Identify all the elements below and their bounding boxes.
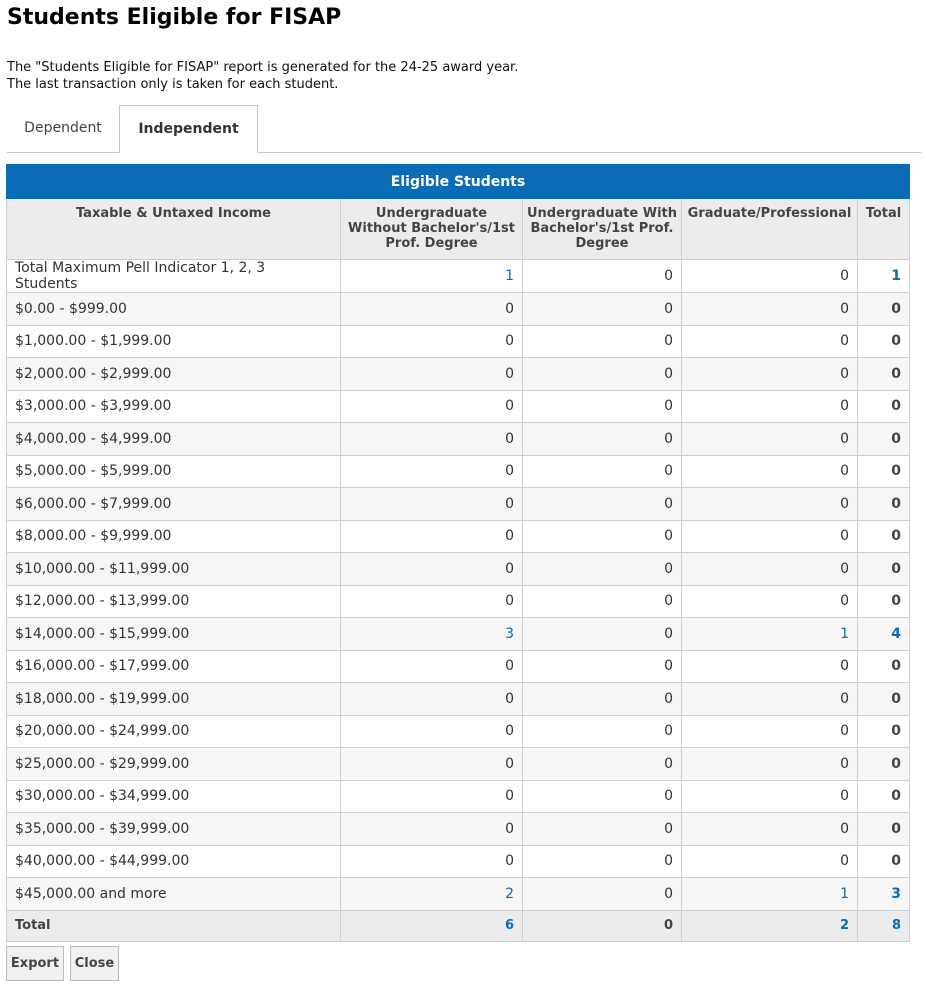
cell-ug-without: 0 xyxy=(341,748,523,781)
table-banner: Eligible Students xyxy=(7,165,910,199)
totals-ug-with: 0 xyxy=(523,910,682,941)
tab-independent[interactable]: Independent xyxy=(119,105,258,153)
cell-graduate: 0 xyxy=(682,845,858,878)
row-income-label: $6,000.00 - $7,999.00 xyxy=(7,488,341,521)
cell-ug-with: 0 xyxy=(523,813,682,846)
cell-total: 0 xyxy=(858,585,910,618)
row-income-label: $12,000.00 - $13,999.00 xyxy=(7,585,341,618)
cell-graduate: 0 xyxy=(682,260,858,293)
cell-ug-without: 0 xyxy=(341,813,523,846)
cell-ug-with: 0 xyxy=(523,715,682,748)
cell-ug-with: 0 xyxy=(523,260,682,293)
row-income-label: $35,000.00 - $39,999.00 xyxy=(7,813,341,846)
cell-total[interactable]: 3 xyxy=(858,878,910,911)
row-income-label: $4,000.00 - $4,999.00 xyxy=(7,423,341,456)
cell-ug-with: 0 xyxy=(523,618,682,651)
table-row xyxy=(7,358,910,391)
table-row xyxy=(7,748,910,781)
export-button[interactable]: Export xyxy=(6,946,64,981)
table-row xyxy=(7,455,910,488)
table-row xyxy=(7,715,910,748)
cell-ug-with: 0 xyxy=(523,585,682,618)
table-row xyxy=(7,845,910,878)
table-row xyxy=(7,325,910,358)
cell-ug-with: 0 xyxy=(523,358,682,391)
row-income-label: $0.00 - $999.00 xyxy=(7,293,341,326)
cell-ug-with: 0 xyxy=(523,683,682,716)
cell-ug-without: 0 xyxy=(341,715,523,748)
row-income-label: $1,000.00 - $1,999.00 xyxy=(7,325,341,358)
table-row xyxy=(7,520,910,553)
row-income-label: $3,000.00 - $3,999.00 xyxy=(7,390,341,423)
cell-ug-with: 0 xyxy=(523,390,682,423)
cell-ug-without: 0 xyxy=(341,650,523,683)
cell-ug-without[interactable]: 2 xyxy=(341,878,523,911)
cell-graduate[interactable]: 1 xyxy=(682,618,858,651)
cell-total: 0 xyxy=(858,650,910,683)
cell-ug-without: 0 xyxy=(341,488,523,521)
cell-graduate: 0 xyxy=(682,390,858,423)
cell-ug-without: 0 xyxy=(341,845,523,878)
col-header-total: Total xyxy=(858,199,910,260)
col-header-graduate: Graduate/Professional xyxy=(682,199,858,260)
row-income-label: $25,000.00 - $29,999.00 xyxy=(7,748,341,781)
table-row xyxy=(7,650,910,683)
cell-ug-without: 0 xyxy=(341,293,523,326)
cell-ug-with: 0 xyxy=(523,878,682,911)
row-income-label: $20,000.00 - $24,999.00 xyxy=(7,715,341,748)
cell-graduate: 0 xyxy=(682,520,858,553)
cell-total: 0 xyxy=(858,520,910,553)
table-row xyxy=(7,780,910,813)
table-row xyxy=(7,488,910,521)
cell-total: 0 xyxy=(858,553,910,586)
row-income-label: $18,000.00 - $19,999.00 xyxy=(7,683,341,716)
table-row xyxy=(7,878,910,911)
cell-total: 0 xyxy=(858,683,910,716)
cell-graduate: 0 xyxy=(682,683,858,716)
table-row xyxy=(7,293,910,326)
cell-ug-with: 0 xyxy=(523,488,682,521)
row-income-label: $40,000.00 - $44,999.00 xyxy=(7,845,341,878)
cell-ug-with: 0 xyxy=(523,423,682,456)
cell-total: 0 xyxy=(858,748,910,781)
report-description xyxy=(7,59,518,93)
intro-line-1: The "Students Eligible for FISAP" report is generated for the 24-25 award year. xyxy=(7,60,519,75)
cell-ug-without: 0 xyxy=(341,585,523,618)
table-row xyxy=(7,423,910,456)
col-header-income: Taxable & Untaxed Income xyxy=(7,199,341,260)
cell-ug-without: 0 xyxy=(341,455,523,488)
page-title: Students Eligible for FISAP xyxy=(7,5,342,30)
cell-graduate: 0 xyxy=(682,325,858,358)
cell-total: 0 xyxy=(858,423,910,456)
col-header-ug-without: Undergraduate Without Bachelor's/1st Prof. Degree xyxy=(341,199,523,260)
cell-ug-without: 0 xyxy=(341,553,523,586)
cell-graduate: 0 xyxy=(682,650,858,683)
cell-total: 0 xyxy=(858,488,910,521)
cell-graduate: 0 xyxy=(682,358,858,391)
cell-total: 0 xyxy=(858,390,910,423)
table-row xyxy=(7,683,910,716)
table-row xyxy=(7,813,910,846)
cell-ug-with: 0 xyxy=(523,293,682,326)
cell-graduate[interactable]: 1 xyxy=(682,878,858,911)
col-header-ug-with: Undergraduate With Bachelor's/1st Prof. Degree xyxy=(523,199,682,260)
row-income-label: Total Maximum Pell Indicator 1, 2, 3 Students xyxy=(7,260,341,293)
cell-total: 0 xyxy=(858,325,910,358)
cell-ug-without: 0 xyxy=(341,683,523,716)
cell-graduate: 0 xyxy=(682,553,858,586)
close-button[interactable]: Close xyxy=(70,946,119,981)
table-row xyxy=(7,585,910,618)
cell-total: 0 xyxy=(858,358,910,391)
cell-ug-without: 0 xyxy=(341,358,523,391)
table-row xyxy=(7,553,910,586)
cell-ug-with: 0 xyxy=(523,325,682,358)
cell-ug-with: 0 xyxy=(523,748,682,781)
cell-graduate: 0 xyxy=(682,293,858,326)
cell-graduate: 0 xyxy=(682,715,858,748)
cell-ug-with: 0 xyxy=(523,650,682,683)
cell-ug-with: 0 xyxy=(523,845,682,878)
row-income-label: $8,000.00 - $9,999.00 xyxy=(7,520,341,553)
totals-total[interactable]: 8 xyxy=(858,910,910,941)
cell-ug-with: 0 xyxy=(523,520,682,553)
cell-ug-without[interactable]: 1 xyxy=(341,260,523,293)
cell-graduate: 0 xyxy=(682,748,858,781)
cell-graduate: 0 xyxy=(682,423,858,456)
row-income-label: $10,000.00 - $11,999.00 xyxy=(7,553,341,586)
cell-ug-without[interactable]: 3 xyxy=(341,618,523,651)
cell-total[interactable]: 4 xyxy=(858,618,910,651)
cell-ug-without: 0 xyxy=(341,423,523,456)
row-income-label: $14,000.00 - $15,999.00 xyxy=(7,618,341,651)
cell-graduate: 0 xyxy=(682,585,858,618)
totals-row xyxy=(7,910,910,941)
cell-ug-without: 0 xyxy=(341,780,523,813)
cell-total: 0 xyxy=(858,845,910,878)
row-income-label: $2,000.00 - $2,999.00 xyxy=(7,358,341,391)
cell-ug-with: 0 xyxy=(523,455,682,488)
cell-graduate: 0 xyxy=(682,813,858,846)
table-row xyxy=(7,260,910,293)
cell-graduate: 0 xyxy=(682,455,858,488)
table-row xyxy=(7,618,910,651)
intro-line-2: The last transaction only is taken for each student. xyxy=(7,77,339,92)
cell-ug-with: 0 xyxy=(523,553,682,586)
cell-ug-with: 0 xyxy=(523,780,682,813)
cell-total[interactable]: 1 xyxy=(858,260,910,293)
tab-dependent[interactable]: Dependent xyxy=(24,120,102,136)
cell-ug-without: 0 xyxy=(341,325,523,358)
tab-bar xyxy=(7,105,921,153)
table-row xyxy=(7,390,910,423)
cell-graduate: 0 xyxy=(682,488,858,521)
cell-ug-without: 0 xyxy=(341,520,523,553)
cell-total: 0 xyxy=(858,780,910,813)
cell-ug-without: 0 xyxy=(341,390,523,423)
table-body xyxy=(7,260,910,911)
eligible-students-table xyxy=(6,164,910,942)
row-income-label: $16,000.00 - $17,999.00 xyxy=(7,650,341,683)
cell-graduate: 0 xyxy=(682,780,858,813)
row-income-label: $5,000.00 - $5,999.00 xyxy=(7,455,341,488)
cell-total: 0 xyxy=(858,715,910,748)
cell-total: 0 xyxy=(858,293,910,326)
cell-total: 0 xyxy=(858,455,910,488)
totals-ug-without[interactable]: 6 xyxy=(341,910,523,941)
totals-label: Total xyxy=(7,910,341,941)
row-income-label: $45,000.00 and more xyxy=(7,878,341,911)
row-income-label: $30,000.00 - $34,999.00 xyxy=(7,780,341,813)
cell-total: 0 xyxy=(858,813,910,846)
totals-graduate[interactable]: 2 xyxy=(682,910,858,941)
